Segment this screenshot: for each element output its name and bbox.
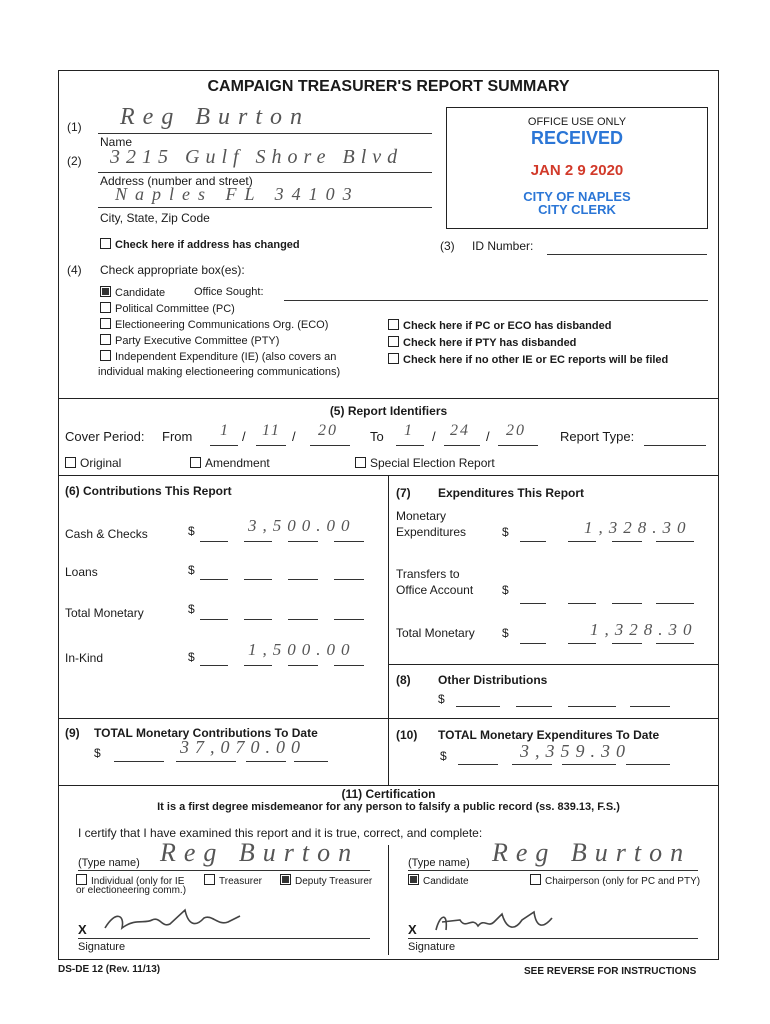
city-label: City, State, Zip Code [100, 211, 210, 225]
right-signer-name[interactable]: Reg Burton [492, 838, 692, 867]
transfers-line-4[interactable] [656, 603, 694, 604]
pc-checkbox[interactable] [100, 302, 111, 313]
eco-label: Electioneering Communications Org. (ECO) [115, 319, 329, 331]
other-dist-line-1[interactable] [456, 706, 500, 707]
cash-dollar: $ [188, 524, 195, 538]
loans-line-1[interactable] [200, 579, 228, 580]
candidate2-checkbox[interactable] [408, 874, 419, 885]
monetary-exp-dollar: $ [502, 525, 509, 539]
cash-checks-label: Cash & Checks [65, 527, 148, 541]
chairperson-row[interactable] [530, 874, 700, 887]
item-number-4: (4) [67, 263, 82, 277]
original-label: Original [80, 456, 122, 470]
amendment-label: Amendment [205, 456, 270, 470]
total-exp-line-2 [512, 764, 552, 765]
item-number-8: (8) [396, 673, 411, 687]
pty-row[interactable] [100, 334, 279, 347]
pty-label: Party Executive Committee (PTY) [115, 335, 280, 347]
from-label: From [162, 429, 193, 444]
amendment-row[interactable] [190, 456, 270, 470]
item-number-7: (7) [396, 486, 411, 500]
total-monetary-label: Total Monetary [65, 606, 144, 620]
report-identifiers-heading: (5) Report Identifiers [329, 404, 448, 418]
pc-label: Political Committee (PC) [115, 303, 235, 315]
stamp-clerk: CITY CLERK [538, 202, 616, 217]
transfers-line-1[interactable] [520, 603, 546, 604]
loans-dollar: $ [188, 563, 195, 577]
from-year[interactable]: 20 [318, 422, 338, 439]
total-exp-line-1 [458, 764, 498, 765]
total-contributions-value[interactable]: 37,070.00 [180, 737, 306, 757]
total-monetary-exp-dollar: $ [502, 626, 509, 640]
to-label: To [370, 429, 384, 444]
other-dist-line-2[interactable] [516, 706, 552, 707]
total-contrib-line-4 [294, 761, 328, 762]
no-other-ie-checkbox[interactable] [388, 353, 399, 364]
name-line [98, 133, 432, 134]
see-reverse-note: SEE REVERSE FOR INSTRUCTIONS [524, 966, 697, 977]
divider-11 [58, 785, 719, 786]
special-election-row[interactable] [355, 456, 495, 470]
individual-label-cont: or electioneering comm.) [76, 885, 187, 896]
check-appropriate-label: Check appropriate box(es): [100, 263, 245, 277]
other-dist-line-3[interactable] [568, 706, 616, 707]
total-monetary-line-2[interactable] [244, 619, 272, 620]
office-use-label: OFFICE USE ONLY [527, 116, 627, 128]
in-kind-value[interactable]: 1,500.00 [248, 640, 356, 659]
eco-row[interactable] [100, 318, 328, 331]
monetary-exp-line-1 [520, 541, 546, 542]
pc-row[interactable] [100, 302, 235, 315]
monetary-label: Monetary [396, 509, 447, 523]
total-exp-line-3 [562, 764, 616, 765]
loans-line-2[interactable] [244, 579, 272, 580]
loans-line-4[interactable] [334, 579, 364, 580]
in-kind-label: In-Kind [65, 651, 104, 665]
right-name-line [408, 870, 698, 871]
total-monetary-exp-line-1 [520, 643, 546, 644]
expenditures-label: Expenditures [396, 525, 467, 539]
id-number-field[interactable] [547, 254, 707, 255]
misdemeanor-notice: It is a first degree misdemeanor for any person to falsify a public record (ss. 839.13, F.S.) [157, 801, 620, 813]
divider-6-7 [388, 475, 389, 785]
city-line [98, 207, 432, 208]
right-x-mark: X [408, 922, 417, 937]
to-day[interactable]: 24 [450, 422, 470, 439]
from-month-line [210, 445, 238, 446]
address-changed-label: Check here if address has changed [115, 239, 300, 251]
contributions-heading: (6) Contributions This Report [65, 484, 232, 498]
total-expenditures-value[interactable]: 3,359.30 [520, 741, 631, 761]
candidate-checkbox[interactable] [100, 286, 111, 297]
cash-checks-value[interactable]: 3,500.00 [248, 516, 356, 535]
item-number-3: (3) [440, 239, 455, 253]
office-sought-label: Office Sought: [194, 286, 264, 298]
candidate-row[interactable] [100, 286, 165, 299]
right-signature[interactable] [430, 906, 570, 938]
to-month-line [396, 445, 424, 446]
from-sep-2: / [292, 429, 296, 444]
left-x-mark: X [78, 922, 87, 937]
treasurer-label: Treasurer [219, 876, 262, 887]
transfers-dollar: $ [502, 583, 509, 597]
from-day-line [256, 445, 286, 446]
other-distributions-label: Other Distributions [438, 673, 548, 687]
eco-checkbox[interactable] [100, 318, 111, 329]
original-row[interactable] [65, 456, 121, 470]
chairperson-checkbox[interactable] [530, 874, 541, 885]
total-monetary-exp-line-4 [656, 643, 694, 644]
cash-line-1 [200, 541, 228, 542]
name-label: Name [100, 135, 133, 149]
address-line [98, 172, 432, 173]
cover-period-label: Cover Period: [65, 429, 145, 444]
left-signature[interactable] [100, 906, 250, 936]
name-value[interactable]: Reg Burton [120, 104, 310, 130]
total-contributions-label: TOTAL Monetary Contributions To Date [94, 726, 318, 740]
special-election-label: Special Election Report [370, 456, 495, 470]
deputy-treasurer-row[interactable] [280, 874, 372, 887]
original-checkbox[interactable] [65, 457, 76, 468]
report-type-field[interactable] [644, 445, 706, 446]
item-number-9: (9) [65, 726, 80, 740]
city-value[interactable]: Naples FL 34103 [115, 184, 360, 204]
from-year-line [310, 445, 350, 446]
left-type-name-label: (Type name) [78, 857, 140, 869]
ie-row[interactable] [100, 350, 336, 363]
in-kind-line-4 [334, 665, 364, 666]
from-day[interactable]: 11 [262, 422, 281, 439]
ie-checkbox[interactable] [100, 350, 111, 361]
to-year-line [498, 445, 538, 446]
total-expenditures-label: TOTAL Monetary Expenditures To Date [438, 728, 660, 742]
total-contrib-dollar: $ [94, 746, 101, 760]
ie-label-cont: individual making electioneering communications) [98, 366, 341, 378]
pc-eco-disbanded-label: Check here if PC or ECO has disbanded [403, 320, 612, 332]
pc-eco-disbanded-checkbox[interactable] [388, 319, 399, 330]
report-type-label: Report Type: [560, 429, 635, 444]
received-stamp: RECEIVED [530, 128, 624, 148]
amendment-checkbox[interactable] [190, 457, 201, 468]
address-changed-checkbox[interactable] [100, 238, 111, 249]
item-number-1: (1) [67, 120, 82, 134]
loans-label: Loans [65, 565, 98, 579]
special-election-checkbox[interactable] [355, 457, 366, 468]
in-kind-dollar: $ [188, 650, 195, 664]
pty-disbanded-label: Check here if PTY has disbanded [403, 337, 577, 349]
total-monetary-exp-line-2 [568, 643, 596, 644]
cash-line-3 [288, 541, 318, 542]
ie-label: Independent Expenditure (IE) (also covers an [115, 351, 337, 363]
monetary-exp-line-2 [568, 541, 596, 542]
deputy-treasurer-checkbox[interactable] [280, 874, 291, 885]
right-signature-line [408, 938, 698, 939]
form-title: CAMPAIGN TREASURER'S REPORT SUMMARY [207, 78, 570, 95]
individual-checkbox[interactable] [76, 874, 87, 885]
loans-line-3[interactable] [288, 579, 318, 580]
individual-label: Individual (only for IE [91, 876, 185, 887]
item-number-2: (2) [67, 154, 82, 168]
other-dist-line-4[interactable] [630, 706, 670, 707]
deputy-treasurer-label: Deputy Treasurer [295, 876, 373, 887]
total-monetary-line-4[interactable] [334, 619, 364, 620]
treasurer-row[interactable] [204, 874, 262, 887]
address-value[interactable]: 3215 Gulf Shore Blvd [110, 146, 404, 168]
office-account-label: Office Account [396, 583, 474, 597]
item-number-10: (10) [396, 728, 418, 742]
expenditures-heading: Expenditures This Report [438, 486, 585, 500]
certify-statement: I certify that I have examined this report and it is true, correct, and complete: [78, 826, 483, 840]
from-sep-1: / [242, 429, 246, 444]
candidate2-label: Candidate [423, 876, 469, 887]
total-exp-dollar: $ [440, 749, 447, 763]
cash-line-4 [334, 541, 364, 542]
certification-heading: (11) Certification [341, 787, 436, 801]
total-monetary-exp-label: Total Monetary [396, 626, 475, 640]
left-signer-name[interactable]: Reg Burton [160, 838, 360, 867]
pc-eco-disbanded-row[interactable] [388, 319, 611, 332]
monetary-expenditures-value[interactable]: 1,328.30 [584, 518, 692, 537]
total-monetary-expenditures-value[interactable]: 1,328.30 [590, 620, 698, 639]
other-dist-dollar: $ [438, 692, 445, 706]
treasurer-checkbox[interactable] [204, 874, 215, 885]
divider-8 [388, 664, 719, 665]
address-label: Address (number and street) [100, 174, 253, 188]
address-changed-row[interactable] [100, 238, 300, 251]
received-date: JAN 2 9 2020 [530, 162, 624, 179]
right-type-name-label: (Type name) [408, 857, 470, 869]
divider-signers [388, 845, 389, 955]
id-number-label: ID Number: [472, 239, 534, 253]
to-year[interactable]: 20 [506, 422, 526, 439]
total-contrib-line-3 [246, 761, 286, 762]
total-exp-line-4 [626, 764, 670, 765]
no-other-ie-row[interactable] [388, 353, 668, 366]
office-sought-field[interactable] [284, 300, 708, 301]
total-monetary-dollar: $ [188, 602, 195, 616]
transfers-to-label: Transfers to [396, 567, 460, 581]
chairperson-label: Chairperson (only for PC and PTY) [545, 876, 701, 887]
right-signature-label: Signature [408, 941, 456, 953]
total-monetary-line-1[interactable] [200, 619, 228, 620]
candidate-label: Candidate [115, 287, 166, 299]
monetary-exp-line-4 [656, 541, 694, 542]
in-kind-line-3 [288, 665, 318, 666]
transfers-line-2[interactable] [568, 603, 596, 604]
left-signature-label: Signature [78, 941, 126, 953]
candidate2-row[interactable] [408, 874, 469, 887]
total-monetary-line-3[interactable] [288, 619, 318, 620]
total-contrib-line-2 [176, 761, 236, 762]
total-monetary-exp-line-3 [612, 643, 642, 644]
monetary-exp-line-3 [612, 541, 642, 542]
left-signature-line [78, 938, 370, 939]
form-id: DS-DE 12 (Rev. 11/13) [58, 964, 161, 975]
pty-disbanded-checkbox[interactable] [388, 336, 399, 347]
to-day-line [444, 445, 480, 446]
transfers-line-3[interactable] [612, 603, 642, 604]
in-kind-line-1 [200, 665, 228, 666]
in-kind-line-2 [244, 665, 272, 666]
stamp-city: CITY OF NAPLES [523, 189, 631, 204]
from-month[interactable]: 1 [220, 422, 230, 439]
pty-checkbox[interactable] [100, 334, 111, 345]
to-month[interactable]: 1 [404, 422, 414, 439]
to-sep-2: / [486, 429, 490, 444]
to-sep-1: / [432, 429, 436, 444]
total-contrib-line-1 [114, 761, 164, 762]
cash-line-2 [244, 541, 272, 542]
divider-5 [58, 398, 719, 399]
divider-9 [58, 718, 719, 719]
no-other-ie-label: Check here if no other IE or EC reports will be filed [403, 354, 669, 366]
pty-disbanded-row[interactable] [388, 336, 576, 349]
left-name-line [78, 870, 370, 871]
